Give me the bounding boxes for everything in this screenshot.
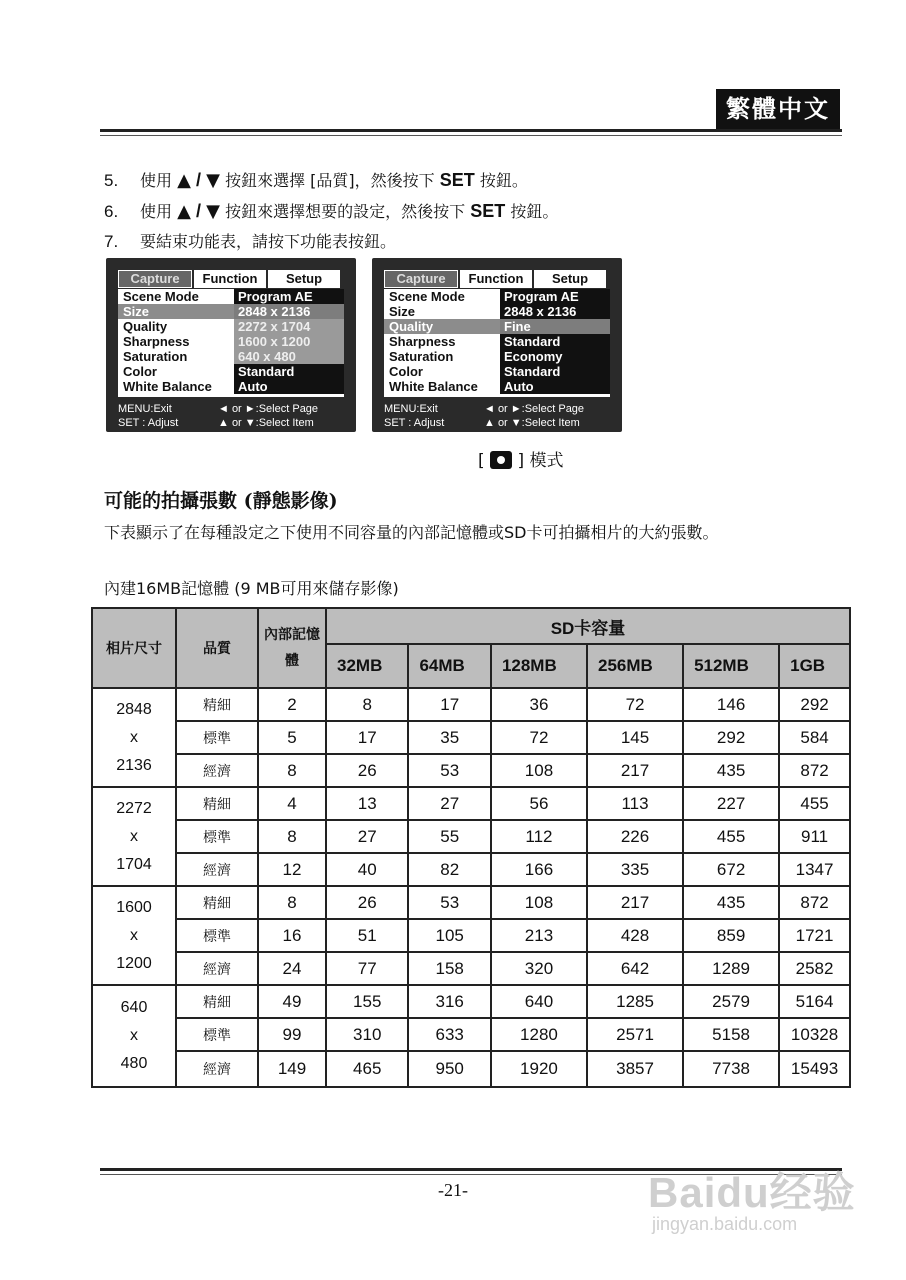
col-internal-header: 內部記憶體 xyxy=(258,608,326,688)
quality-cell: 經濟 xyxy=(176,1051,258,1087)
sd-count-cell: 77 xyxy=(326,952,408,985)
sd-col-64mb: 64MB xyxy=(408,644,490,688)
quality-cell: 經濟 xyxy=(176,754,258,787)
sd-count-cell: 872 xyxy=(779,754,850,787)
sd-count-cell: 335 xyxy=(587,853,683,886)
table-row xyxy=(92,952,850,985)
camera-menu-size: Capture Function Setup Scene Mode Program AE Size 2848 x 2136 Quality 2272 x 1704 Sharpness 1600 x 1200 Saturation 640 x 480 Color Standard White Balance Auto MENU:Exit SET : Adjust ◄ or ►:Select Page ▲ or ▼:Select Item xyxy=(106,258,356,432)
sd-count-cell: 146 xyxy=(683,688,779,721)
table-row xyxy=(92,787,850,820)
size-cell: 1600 x 1200 xyxy=(92,886,176,985)
internal-count-cell: 8 xyxy=(258,820,326,853)
tab-capture: Capture xyxy=(384,270,458,288)
sd-count-cell: 642 xyxy=(587,952,683,985)
sd-count-cell: 35 xyxy=(408,721,490,754)
table-row xyxy=(92,754,850,787)
step-7: 7. 要結束功能表，請按下功能表按鈕。 xyxy=(104,232,397,251)
sd-count-cell: 217 xyxy=(587,886,683,919)
camera-menu-quality: Capture Function Setup Scene Mode Program AE Size 2848 x 2136 Quality Fine Sharpness Standard Saturation Economy Color Standard White Balance Auto MENU:Exit SET : Adjust ◄ or ►:Select Page ▲ or ▼:Select Item xyxy=(372,258,622,432)
section-paragraph: 下表顯示了在每種設定之下使用不同容量的內部記憶體或SD卡可拍攝相片的大約張數。 xyxy=(104,523,719,542)
up-arrow-icon: ▲ xyxy=(177,170,191,191)
sd-count-cell: 310 xyxy=(326,1018,408,1051)
sd-count-cell: 15493 xyxy=(779,1051,850,1087)
internal-count-cell: 24 xyxy=(258,952,326,985)
sd-count-cell: 27 xyxy=(408,787,490,820)
table-row xyxy=(92,688,850,721)
memory-subtitle: 內建16MB記憶體 (9 MB可用來儲存影像) xyxy=(104,579,399,598)
sd-count-cell: 166 xyxy=(491,853,587,886)
baidu-watermark-url: jingyan.baidu.com xyxy=(652,1214,798,1234)
sd-count-cell: 584 xyxy=(779,721,850,754)
baidu-watermark: Baidu经验 xyxy=(648,1169,856,1216)
sd-count-cell: 428 xyxy=(587,919,683,952)
sd-count-cell: 1285 xyxy=(587,985,683,1018)
sd-count-cell: 26 xyxy=(326,754,408,787)
sd-count-cell: 105 xyxy=(408,919,490,952)
sd-count-cell: 27 xyxy=(326,820,408,853)
sd-count-cell: 950 xyxy=(408,1051,490,1087)
table-row xyxy=(92,721,850,754)
quality-cell: 精細 xyxy=(176,787,258,820)
quality-cell: 經濟 xyxy=(176,853,258,886)
table-row xyxy=(92,985,850,1018)
quality-cell: 標準 xyxy=(176,721,258,754)
sd-count-cell: 10328 xyxy=(779,1018,850,1051)
header-rule xyxy=(100,129,842,132)
down-arrow-icon: ▼ xyxy=(206,201,220,222)
quality-cell: 經濟 xyxy=(176,952,258,985)
sd-count-cell: 633 xyxy=(408,1018,490,1051)
table-row xyxy=(92,919,850,952)
quality-cell: 標準 xyxy=(176,820,258,853)
sd-count-cell: 51 xyxy=(326,919,408,952)
sd-count-cell: 112 xyxy=(491,820,587,853)
sd-count-cell: 292 xyxy=(779,688,850,721)
sd-count-cell: 72 xyxy=(587,688,683,721)
sd-col-32mb: 32MB xyxy=(326,644,408,688)
sd-count-cell: 320 xyxy=(491,952,587,985)
quality-cell: 標準 xyxy=(176,919,258,952)
sd-count-cell: 226 xyxy=(587,820,683,853)
menu-list: Scene Mode Program AE Size 2848 x 2136 Quality 2272 x 1704 Sharpness 1600 x 1200 Saturation 640 x 480 Color Standard White Balance Auto xyxy=(118,289,344,397)
sd-count-cell: 5158 xyxy=(683,1018,779,1051)
sd-count-cell: 292 xyxy=(683,721,779,754)
sd-count-cell: 1289 xyxy=(683,952,779,985)
sd-count-cell: 217 xyxy=(587,754,683,787)
internal-count-cell: 149 xyxy=(258,1051,326,1087)
tab-function: Function xyxy=(194,270,266,288)
sd-count-cell: 17 xyxy=(326,721,408,754)
step-6: 6. 使用 ▲ / ▼ 按鈕來選擇想要的設定，然後按下 SET 按鈕。 xyxy=(104,201,559,222)
col-sd-header: SD卡容量 xyxy=(326,608,850,644)
sd-count-cell: 17 xyxy=(408,688,490,721)
sd-count-cell: 859 xyxy=(683,919,779,952)
internal-count-cell: 2 xyxy=(258,688,326,721)
table-row xyxy=(92,820,850,853)
sd-count-cell: 213 xyxy=(491,919,587,952)
sd-count-cell: 2579 xyxy=(683,985,779,1018)
sd-count-cell: 8 xyxy=(326,688,408,721)
sd-count-cell: 108 xyxy=(491,754,587,787)
size-cell: 640 x 480 xyxy=(92,985,176,1087)
internal-count-cell: 16 xyxy=(258,919,326,952)
sd-count-cell: 2582 xyxy=(779,952,850,985)
header-rule-thin xyxy=(100,135,842,136)
menu-list: Scene Mode Program AE Size 2848 x 2136 Quality Fine Sharpness Standard Saturation Economy Color Standard White Balance Auto xyxy=(384,289,610,397)
col-quality-header: 品質 xyxy=(176,608,258,688)
tab-setup: Setup xyxy=(534,270,606,288)
size-cell: 2272 x 1704 xyxy=(92,787,176,886)
sd-count-cell: 455 xyxy=(683,820,779,853)
sd-count-cell: 1280 xyxy=(491,1018,587,1051)
sd-count-cell: 640 xyxy=(491,985,587,1018)
sd-count-cell: 911 xyxy=(779,820,850,853)
sd-count-cell: 53 xyxy=(408,886,490,919)
quality-cell: 精細 xyxy=(176,985,258,1018)
sd-count-cell: 13 xyxy=(326,787,408,820)
internal-count-cell: 8 xyxy=(258,754,326,787)
sd-count-cell: 2571 xyxy=(587,1018,683,1051)
sd-count-cell: 113 xyxy=(587,787,683,820)
camera-icon xyxy=(490,451,512,469)
sd-count-cell: 72 xyxy=(491,721,587,754)
table-row xyxy=(92,853,850,886)
capacity-table xyxy=(91,607,851,1088)
sd-count-cell: 1347 xyxy=(779,853,850,886)
sd-count-cell: 872 xyxy=(779,886,850,919)
sd-col-512mb: 512MB xyxy=(683,644,779,688)
table-body xyxy=(92,688,850,1087)
step-5: 5. 使用 ▲ / ▼ 按鈕來選擇 [品質]，然後按下 SET 按鈕。 xyxy=(104,170,528,191)
table-row xyxy=(92,1018,850,1051)
sd-count-cell: 672 xyxy=(683,853,779,886)
sd-count-cell: 435 xyxy=(683,754,779,787)
quality-cell: 標準 xyxy=(176,1018,258,1051)
sd-count-cell: 455 xyxy=(779,787,850,820)
size-cell: 2848 x 2136 xyxy=(92,688,176,787)
internal-count-cell: 99 xyxy=(258,1018,326,1051)
sd-count-cell: 5164 xyxy=(779,985,850,1018)
tab-function: Function xyxy=(460,270,532,288)
sd-count-cell: 145 xyxy=(587,721,683,754)
sd-count-cell: 40 xyxy=(326,853,408,886)
language-tab: 繁體中文 xyxy=(716,89,840,129)
sd-count-cell: 53 xyxy=(408,754,490,787)
page-number: -21- xyxy=(438,1180,468,1200)
quality-cell: 精細 xyxy=(176,688,258,721)
sd-count-cell: 108 xyxy=(491,886,587,919)
sd-count-cell: 82 xyxy=(408,853,490,886)
sd-count-cell: 465 xyxy=(326,1051,408,1087)
sd-count-cell: 435 xyxy=(683,886,779,919)
up-arrow-icon: ▲ xyxy=(177,201,191,222)
table-row xyxy=(92,1051,850,1087)
tab-setup: Setup xyxy=(268,270,340,288)
sd-count-cell: 3857 xyxy=(587,1051,683,1087)
sd-count-cell: 56 xyxy=(491,787,587,820)
sd-count-cell: 227 xyxy=(683,787,779,820)
sd-count-cell: 36 xyxy=(491,688,587,721)
sd-count-cell: 316 xyxy=(408,985,490,1018)
mode-caption: [ ] 模式 xyxy=(478,451,564,471)
section-title: 可能的拍攝張數 (靜態影像) xyxy=(104,490,338,512)
internal-count-cell: 12 xyxy=(258,853,326,886)
sd-count-cell: 55 xyxy=(408,820,490,853)
internal-count-cell: 8 xyxy=(258,886,326,919)
down-arrow-icon: ▼ xyxy=(206,170,220,191)
sd-count-cell: 1920 xyxy=(491,1051,587,1087)
sd-count-cell: 7738 xyxy=(683,1051,779,1087)
sd-count-cell: 155 xyxy=(326,985,408,1018)
col-size-header: 相片尺寸 xyxy=(92,608,176,688)
sd-count-cell: 158 xyxy=(408,952,490,985)
sd-col-128mb: 128MB xyxy=(491,644,587,688)
table-row xyxy=(92,886,850,919)
internal-count-cell: 49 xyxy=(258,985,326,1018)
quality-cell: 精細 xyxy=(176,886,258,919)
tab-capture: Capture xyxy=(118,270,192,288)
internal-count-cell: 4 xyxy=(258,787,326,820)
sd-col-1gb: 1GB xyxy=(779,644,850,688)
internal-count-cell: 5 xyxy=(258,721,326,754)
sd-col-256mb: 256MB xyxy=(587,644,683,688)
sd-count-cell: 1721 xyxy=(779,919,850,952)
sd-count-cell: 26 xyxy=(326,886,408,919)
